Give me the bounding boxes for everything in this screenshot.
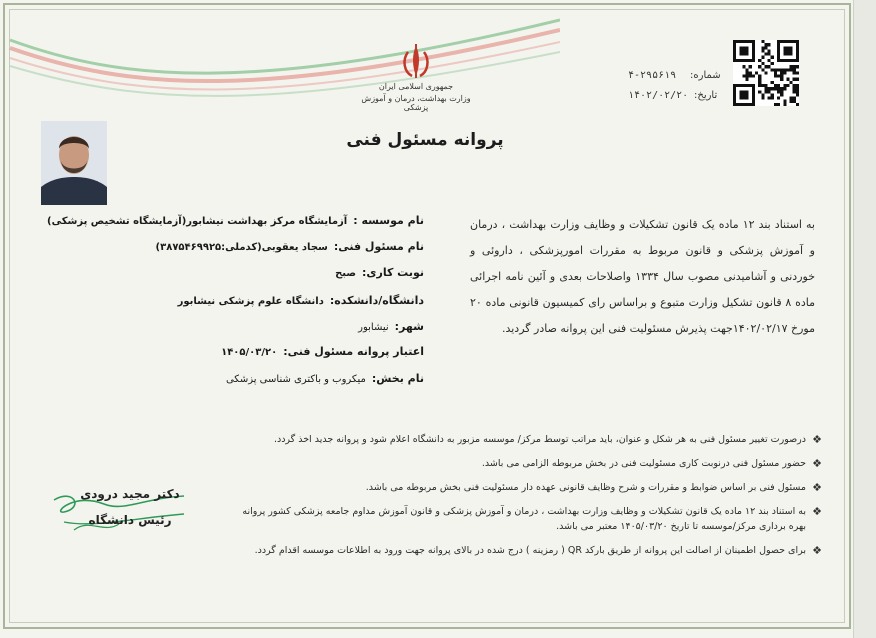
field-value: دانشگاه علوم پزشکی نیشابور bbox=[177, 296, 324, 307]
field-label: دانشگاه/دانشکده: bbox=[329, 294, 424, 307]
field-value: آزمایشگاه مرکز بهداشت نیشابور(آزمایشگاه تشخیص پزشکی) bbox=[47, 216, 348, 227]
field-label: شهر: bbox=[394, 320, 424, 333]
diamond-bullet-icon: ❖ bbox=[812, 544, 822, 557]
note-text: مسئول فنی بر اساس ضوابط و مقررات و شرح وظایف قانونی عهده دار مسئولیت فنی بخش مربوطه می باشد. bbox=[365, 482, 806, 493]
license-paragraph: به استناد بند ۱۲ ماده یک قانون تشکیلات و وظایف وزارت بهداشت ، درمان و آموزش پزشکی و قانون مربوط به مقررات امورپزشکی ، داروئی و خوردنی و آشامیدنی مصوب سال ۱۳۳۴ واصلاحات بعدی و آئین نامه اجرائی ماده ۸ قانون تشکیل وزارت متبوع و براساس رای کمیسیون قانونی ماده ۲۰ مورخ ۱۴۰۲/۰۲/۱۷جهت پذیرش مسئولیت فنی این پروانه صادر گردید. bbox=[470, 218, 816, 335]
list-item bbox=[240, 504, 822, 534]
field-label: نام مسئول فنی: bbox=[333, 240, 424, 253]
field-value: سجاد یعقوبی(کدملی:۳۸۷۵۴۶۹۹۲۵) bbox=[155, 242, 328, 253]
list-item bbox=[240, 480, 822, 495]
note-text: حضور مسئول فنی درنوبت کاری مسئولیت فنی در بخش مربوطه الزامی می باشد. bbox=[481, 458, 806, 469]
signatory-name: دکتر مجید درودی bbox=[80, 487, 180, 501]
field-university bbox=[178, 294, 424, 307]
note-text: درصورت تغییر مسئول فنی به هر شکل و عنوان، باید مراتب توسط مرکز/ موسسه مزبور به دانشگاه اعلام شود و پروانه جدید اخذ گردد. bbox=[273, 434, 806, 445]
qr-code-icon[interactable] bbox=[726, 40, 806, 106]
list-item bbox=[240, 456, 822, 471]
field-value: صبح bbox=[335, 268, 357, 279]
field-department bbox=[226, 372, 424, 385]
field-value: میکروب و باکتری شناسی پزشکی bbox=[225, 374, 366, 385]
list-item bbox=[240, 432, 822, 447]
field-value: ۱۴۰۵/۰۳/۲۰ bbox=[221, 347, 278, 358]
diamond-bullet-icon: ❖ bbox=[812, 481, 822, 494]
emblem-line-2: وزارت بهداشت، درمان و آموزش پزشکی bbox=[361, 94, 471, 112]
iran-emblem-icon bbox=[396, 42, 436, 82]
date-value: ۱۴۰۲/۰۲/۲۰ bbox=[628, 90, 689, 101]
page-title: پروانه مسئول فنی bbox=[346, 130, 504, 150]
field-technical-manager bbox=[156, 240, 424, 253]
diamond-bullet-icon: ❖ bbox=[812, 505, 822, 518]
field-label: نوبت کاری: bbox=[362, 266, 424, 279]
number-label: شماره: bbox=[690, 70, 721, 81]
list-item bbox=[240, 543, 822, 558]
emblem-line-1: جمهوری اسلامی ایران bbox=[378, 82, 454, 91]
field-label: نام بخش: bbox=[371, 372, 424, 385]
field-validity bbox=[221, 345, 424, 358]
note-text: به استناد بند ۱۲ ماده یک قانون تشکیلات و وظایف وزارت بهداشت ، درمان و آموزش پزشکی و قانون آموزش مداوم جامعه پزشکی کشور پروانه بهره برداری مرکز/موسسه تا تاریخ ۱۴۰۵/۰۳/۲۰ معتبر می باشد. bbox=[242, 506, 806, 532]
diamond-bullet-icon: ❖ bbox=[812, 433, 822, 446]
field-shift bbox=[335, 266, 424, 279]
scan-edge bbox=[853, 0, 876, 638]
notes-list bbox=[240, 432, 822, 567]
diamond-bullet-icon: ❖ bbox=[812, 457, 822, 470]
field-value: نیشابور bbox=[358, 322, 389, 333]
field-label: نام موسسه : bbox=[353, 214, 424, 227]
note-text: برای حصول اطمینان از اصالت این پروانه از طریق بارکد QR ( رمزینه ) درج شده در بالای پروانه جهت ورود به اطلاعات موسسه اقدام گردد. bbox=[254, 545, 806, 556]
field-city bbox=[358, 320, 424, 333]
date-label: تاریخ: bbox=[694, 90, 718, 101]
number-value: ۴-۲۹۵۶۱۹ bbox=[628, 70, 677, 81]
decorative-ribbon bbox=[0, 0, 560, 140]
signatory-title: رئیس دانشگاه bbox=[88, 513, 172, 527]
field-label: اعتبار پروانه مسئول فنی: bbox=[283, 345, 424, 358]
field-institution bbox=[47, 214, 424, 227]
holder-photo bbox=[41, 121, 107, 205]
